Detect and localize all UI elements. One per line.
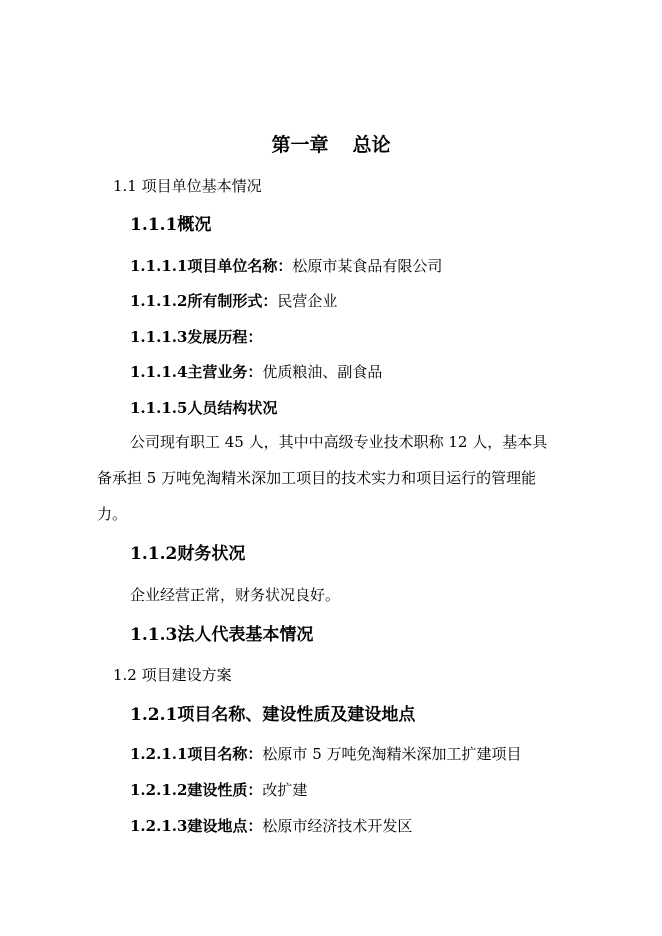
subsection-heading: 1.2.1项目名称、建设性质及建设地点 — [130, 705, 416, 725]
paragraph-line: 企业经营正常，财务状况良好。 — [130, 586, 341, 604]
subsection-heading: 1.1.2财务状况 — [130, 544, 246, 564]
item-label: 1.2.1.1项目名称： — [130, 745, 263, 763]
item-value: 优质粮油、副食品 — [262, 363, 383, 381]
subsection-heading: 1.1.1概况 — [130, 215, 212, 235]
item-label: 1.2.1.3建设地点： — [130, 817, 263, 835]
item-construction-nature — [130, 781, 307, 799]
item-value: 民营企业 — [277, 292, 338, 310]
item-value: 松原市某食品有限公司 — [292, 257, 443, 275]
item-value: 改扩建 — [262, 781, 308, 799]
item-history — [130, 328, 262, 346]
paragraph-line: 力。 — [97, 505, 128, 523]
chapter-number: 第一章 — [271, 134, 329, 156]
item-label: 1.1.1.1项目单位名称： — [130, 257, 293, 275]
subsection-heading: 1.1.3法人代表基本情况 — [130, 625, 314, 645]
chapter-title: 总论 — [352, 134, 391, 156]
item-label: 1.2.1.2建设性质： — [130, 781, 263, 799]
item-unit-name — [130, 257, 442, 275]
item-value: 松原市 5 万吨免淘精米深加工扩建项目 — [262, 745, 522, 763]
item-label: 1.1.1.4主营业务： — [130, 363, 263, 381]
paragraph-line: 备承担 5 万吨免淘精米深加工项目的技术实力和项目运行的管理能 — [97, 469, 537, 487]
item-label: 1.1.1.3发展历程： — [130, 328, 263, 346]
section-heading: 1.1 项目单位基本情况 — [113, 177, 262, 195]
item-construction-site — [130, 817, 412, 835]
item-label: 1.1.1.2所有制形式： — [130, 292, 278, 310]
item-value: 松原市经济技术开发区 — [262, 817, 413, 835]
item-project-name — [130, 745, 522, 763]
item-main-business — [130, 363, 382, 381]
item-ownership — [130, 292, 337, 310]
item-personnel-heading: 1.1.1.5人员结构状况 — [130, 399, 278, 417]
section-heading: 1.2 项目建设方案 — [113, 666, 232, 684]
chapter-heading — [0, 134, 662, 157]
paragraph-line: 公司现有职工 45 人，其中中高级专业技术职称 12 人，基本具 — [130, 433, 548, 451]
